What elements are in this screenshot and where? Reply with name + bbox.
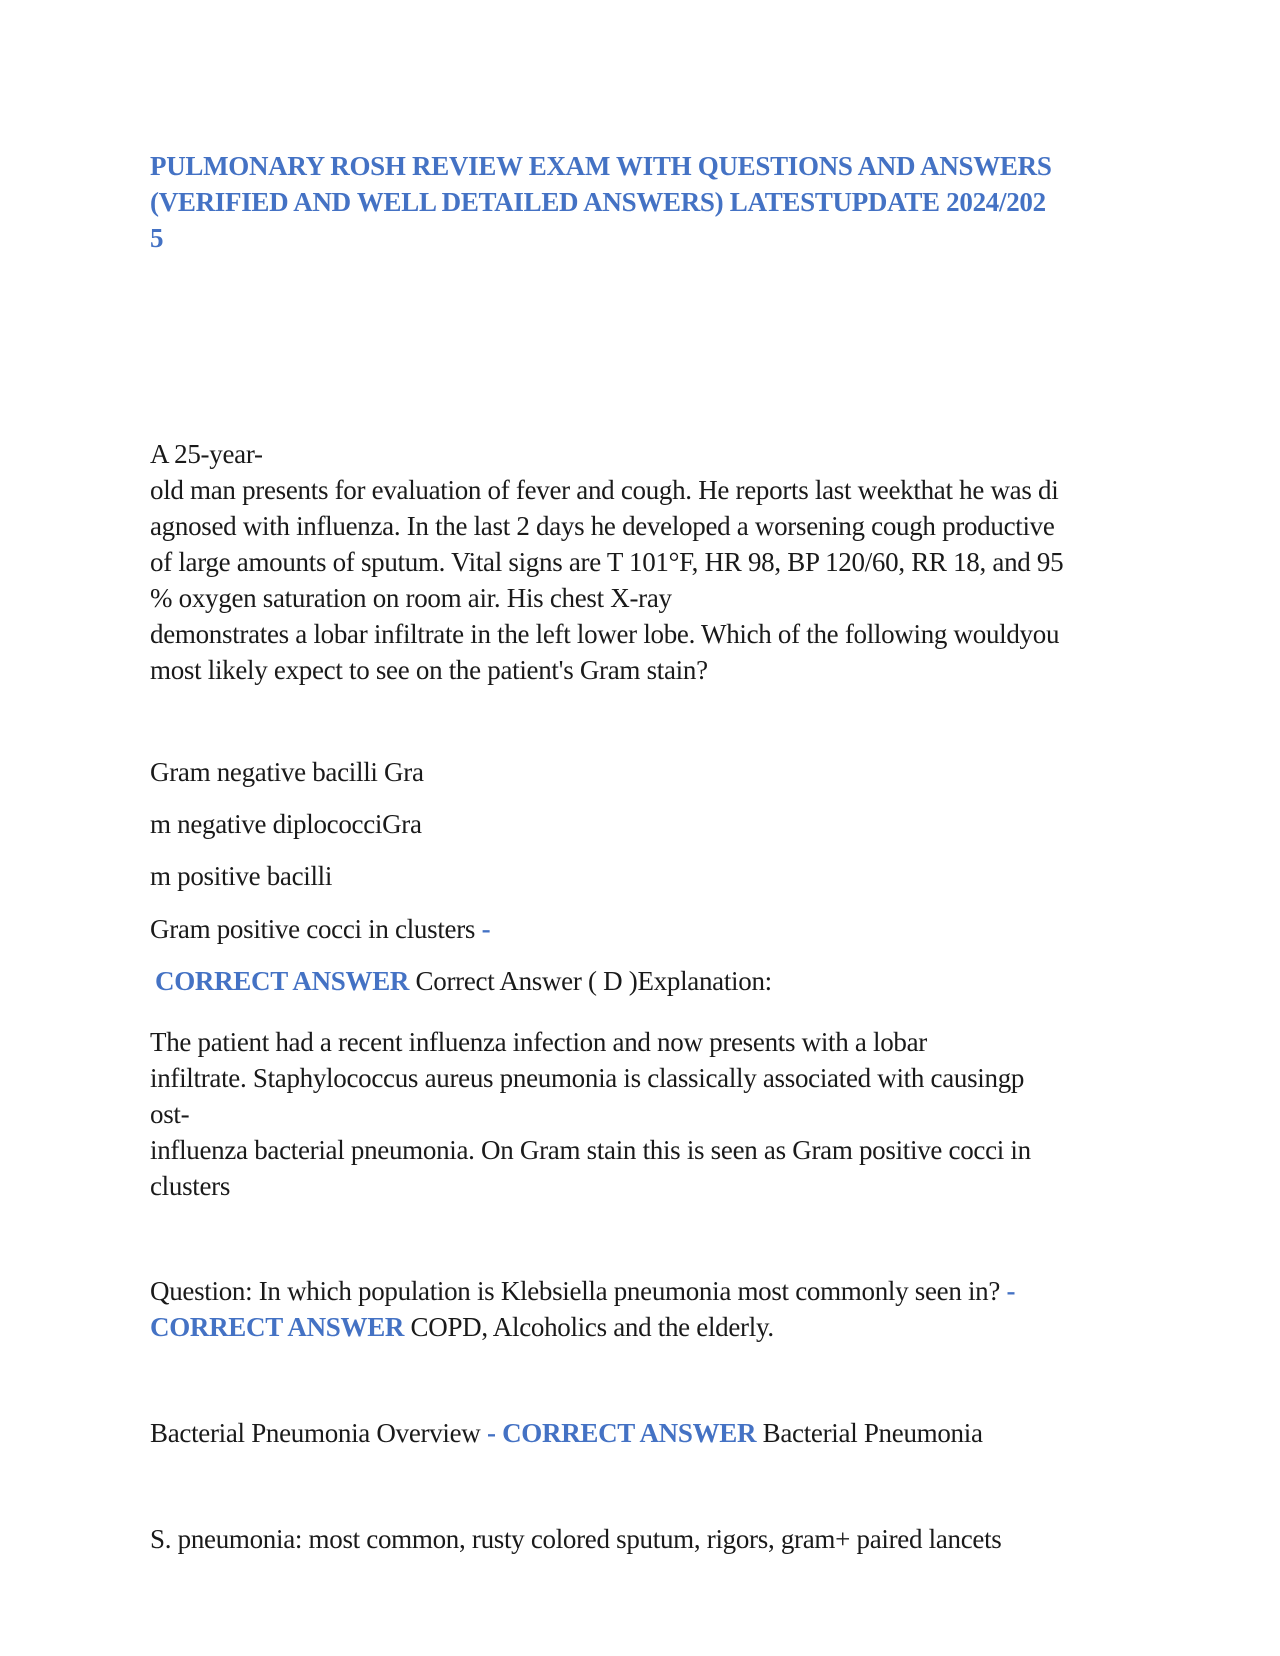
answer-line	[155, 963, 772, 999]
option-line-2: m negative diplococciGra	[150, 809, 422, 839]
title-line-1: PULMONARY ROSH REVIEW EXAM WITH QUESTIONS AND ANSWERS	[150, 151, 1052, 181]
answer-dash: -	[486, 1418, 503, 1448]
answer-dash: -	[481, 914, 491, 944]
stem-line: demonstrates a lobar infiltrate in the left lower lobe. Which of the following wouldyou	[150, 619, 1060, 649]
stem-line: most likely expect to see on the patient's Gram stain?	[150, 655, 708, 685]
explanation	[150, 1024, 1150, 1204]
question-3	[150, 1415, 1150, 1451]
stem-line: A 25-year-	[150, 439, 263, 469]
stem-line: old man presents for evaluation of fever and cough. He reports last weekthat he was di	[150, 475, 1059, 505]
stem-line: agnosed with influenza. In the last 2 days he developed a worsening cough productive	[150, 511, 1055, 541]
question-3-text: Bacterial Pneumonia Overview	[150, 1418, 487, 1448]
answer-text: Bacterial Pneumonia	[756, 1418, 983, 1448]
answer-text: COPD, Alcoholics and the elderly.	[404, 1312, 774, 1342]
title-line-3: 5	[150, 223, 164, 253]
title-line-2: (VERIFIED AND WELL DETAILED ANSWERS) LATESTUPDATE 2024/202	[150, 187, 1046, 217]
explanation-line: influenza bacterial pneumonia. On Gram stain this is seen as Gram positive cocci in	[150, 1135, 1031, 1165]
explanation-line: clusters	[150, 1171, 231, 1201]
question-3-line	[150, 1415, 1150, 1451]
correct-answer-label: CORRECT ANSWER	[150, 1312, 405, 1342]
stem-line: % oxygen saturation on room air. His chest X-ray	[150, 583, 672, 613]
correct-answer-label: CORRECT ANSWER	[155, 966, 410, 996]
explanation-line: infiltrate. Staphylococcus aureus pneumonia is classically associated with causingp	[150, 1063, 1025, 1093]
question-2-line-1	[150, 1273, 1150, 1309]
question-4-text: S. pneumonia: most common, rusty colored sputum, rigors, gram+ paired lancets	[150, 1524, 1002, 1554]
question-2-line-2	[150, 1309, 1150, 1345]
question-2-text: Question: In which population is Klebsiella pneumonia most commonly seen in?	[150, 1276, 1007, 1306]
question-2	[150, 1273, 1150, 1345]
option-line-3: m positive bacilli	[150, 861, 333, 891]
question-4	[150, 1521, 1150, 1557]
explanation-line: ost-	[150, 1099, 190, 1129]
correct-answer-label: CORRECT ANSWER	[502, 1418, 757, 1448]
answer-text: Correct Answer ( D )Explanation:	[409, 966, 772, 996]
document-title	[150, 148, 1150, 256]
answer-dash: -	[1006, 1276, 1016, 1306]
question-1-stem	[150, 436, 1150, 688]
option-line-1: Gram negative bacilli Gra	[150, 757, 424, 787]
option-line-4	[150, 911, 490, 947]
stem-line: of large amounts of sputum. Vital signs are T 101°F, HR 98, BP 120/60, RR 18, and 95	[150, 547, 1064, 577]
option-text: Gram positive cocci in clusters	[150, 914, 482, 944]
explanation-line: The patient had a recent influenza infection and now presents with a lobar	[150, 1027, 927, 1057]
